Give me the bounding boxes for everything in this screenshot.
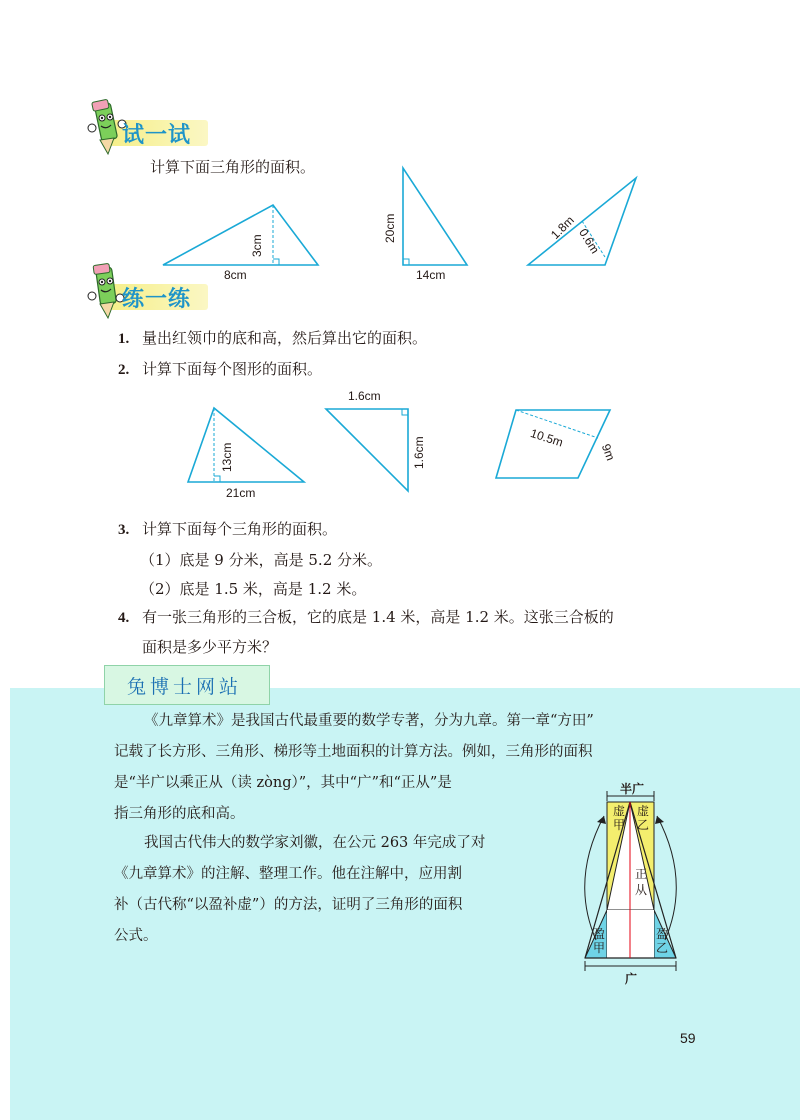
practice-heading bbox=[84, 262, 224, 322]
website-title-box bbox=[104, 665, 270, 705]
problem-4: 4. 有一张三角形的三合板，它的底是 1.4 米，高是 1.2 米。这张三合板的 bbox=[118, 608, 614, 626]
diagram-bottom-label: 广 bbox=[625, 972, 638, 986]
diagram-ying-yi: 盈乙 bbox=[656, 927, 669, 955]
try-fig3-height: 0.6m bbox=[576, 226, 603, 257]
try-fig1-height: 3cm bbox=[250, 234, 264, 257]
problem-2: 2. 计算下面每个图形的面积。 bbox=[118, 360, 323, 378]
try-fig3-base: 1.8m bbox=[548, 213, 577, 242]
practice-figures bbox=[180, 400, 640, 500]
practice-heading-text: 练一练 bbox=[122, 287, 192, 312]
problem-1: 1. 量出红领巾的底和高，然后算出它的面积。 bbox=[118, 329, 428, 347]
diagram-ying-jia: 盈甲 bbox=[593, 927, 606, 955]
practice-fig3-base: 10.5m bbox=[528, 426, 565, 450]
problem-3: 3. 计算下面每个三角形的面积。 bbox=[118, 520, 338, 538]
try-fig2-height: 20cm bbox=[383, 213, 397, 243]
practice-fig1-base: 21cm bbox=[226, 486, 256, 500]
try-triangle-1 bbox=[163, 205, 318, 265]
problem-3-sub-2: （2）底是 1.5 米，高是 1.2 米。 bbox=[140, 580, 367, 598]
diagram-top-label: 半广 bbox=[620, 782, 645, 796]
practice-triangle-2 bbox=[326, 409, 408, 491]
problem-3-sub-1: （1）底是 9 分米，高是 5.2 分米。 bbox=[140, 551, 383, 569]
try-triangle-2 bbox=[403, 168, 467, 265]
diagram-xu-yi: 虚乙 bbox=[637, 804, 650, 832]
diagram-xu-jia: 虚甲 bbox=[613, 804, 626, 832]
try-heading bbox=[84, 98, 224, 158]
practice-triangle-1 bbox=[188, 408, 304, 482]
problem-4-line-2: 面积是多少平方米？ bbox=[142, 638, 278, 656]
liu-hui-diagram bbox=[568, 780, 698, 990]
website-para-1: 《九章算术》是我国古代最重要的数学专著，分为九章。第一章“方田” 记载了长方形、三角形、梯形等土地面积的计算方法。例如，三角形的面积 是“半广以乘正从（读 zòng）”，其中“广”和“正从”是 指三角形的底和高。 bbox=[114, 713, 594, 822]
try-heading-text: 试一试 bbox=[122, 123, 192, 148]
try-fig1-base: 8cm bbox=[224, 268, 247, 282]
practice-fig3-height: 9m bbox=[598, 442, 618, 463]
try-fig2-base: 14cm bbox=[416, 268, 446, 282]
website-para-2: 我国古代伟大的数学家刘徽，在公元 263 年完成了对 《九章算术》的注解、整理工作。他在注解中，应用割 补（古代称“以盈补虚”）的方法，证明了三角形的面积 公式。 bbox=[114, 835, 486, 944]
website-title: 兔博士网站 bbox=[127, 676, 243, 698]
practice-fig2-top: 1.6cm bbox=[348, 389, 381, 403]
try-intro: 计算下面三角形的面积。 bbox=[150, 158, 316, 176]
page-number: 59 bbox=[680, 1030, 696, 1046]
diagram-zheng-cong: 正从 bbox=[635, 867, 648, 897]
practice-fig2-side: 1.6cm bbox=[412, 436, 426, 469]
practice-fig1-height: 13cm bbox=[220, 442, 234, 472]
